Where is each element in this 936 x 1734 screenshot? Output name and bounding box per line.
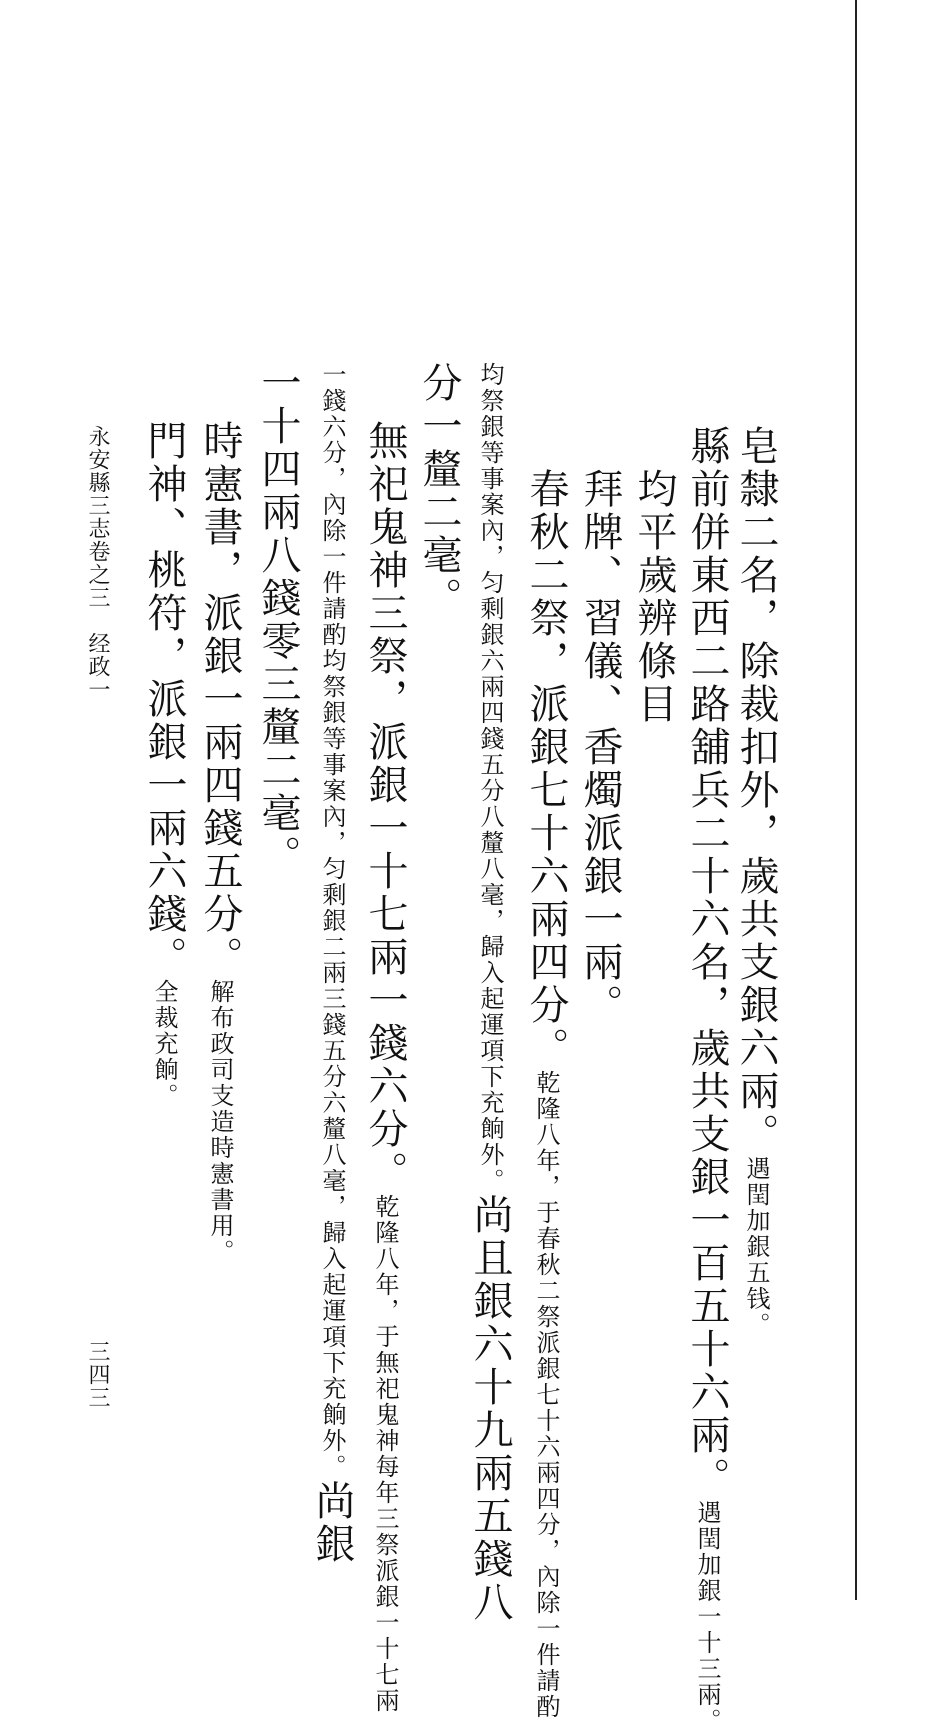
main-text: 門神、桃符，派銀一兩六錢。 [141,420,187,979]
main-text: 春秋二祭，派銀七十六兩四分。 [523,468,569,1070]
text-column-11 [197,420,243,1265]
text-column-1 [733,425,779,1338]
book-title: 永安縣三志卷之三 [85,425,110,609]
text-column-8 [362,420,408,1714]
footer-page-number [86,1340,108,1409]
main-text: 尚銀 [309,1480,355,1566]
text-column-4 [577,468,623,1027]
page-number: 三四三 [85,1340,110,1409]
main-text: 尚且銀六十九兩五錢八 [467,1194,513,1624]
main-text: 縣前併東西二路舖兵二十六名，歲共支銀一百五十六兩。 [684,425,730,1500]
footer-book-title [86,425,108,701]
main-text: 無祀鬼神三祭，派銀一十七兩一錢六分。 [362,420,408,1194]
annotation-text: 乾隆八年，于春秋二祭派銀七十六兩四分，內除一件請酌 [532,1070,560,1720]
annotation-text: 解布政司支造時憲書用。 [206,979,234,1265]
text-column-10 [255,362,301,878]
annotation-text: 遇閏加銀一十三兩。 [693,1500,721,1734]
text-column-9 [309,362,355,1566]
text-column-2 [684,425,730,1734]
annotation-text: 均祭銀等事案內，匀剩銀六兩四錢五分八釐八毫，歸入起運項下充餉外。 [476,362,504,1194]
section-title: 经政一 [85,632,110,701]
annotation-text: 乾隆八年，于無祀鬼神每年三祭派銀一十七兩 [371,1194,399,1714]
annotation-text: 全裁充餉。 [150,979,178,1109]
text-column-7 [416,362,462,620]
main-text: 拜牌、習儀、香燭派銀一兩。 [577,468,623,1027]
annotation-text: 一錢六分，內除一件請酌均祭銀等事案內，匀剩銀二兩三錢五分六釐八毫，歸入起運項下充餉外。 [318,362,346,1480]
heading-text: 均平歲辨條目 [631,468,677,726]
text-column-5 [523,468,569,1720]
main-text: 時憲書，派銀一兩四錢五分。 [197,420,243,979]
text-column-6 [467,362,513,1624]
main-text: 分一釐二毫。 [416,362,462,620]
main-text: 一十四兩八錢零三釐二毫。 [255,362,301,878]
page-edge-line [855,0,857,1600]
section-heading [631,468,677,726]
annotation-text: 遇閏加銀五钱。 [742,1156,770,1338]
text-column-12 [141,420,187,1109]
main-text: 皂隸二名，除裁扣外，歲共支銀六兩。 [733,425,779,1156]
